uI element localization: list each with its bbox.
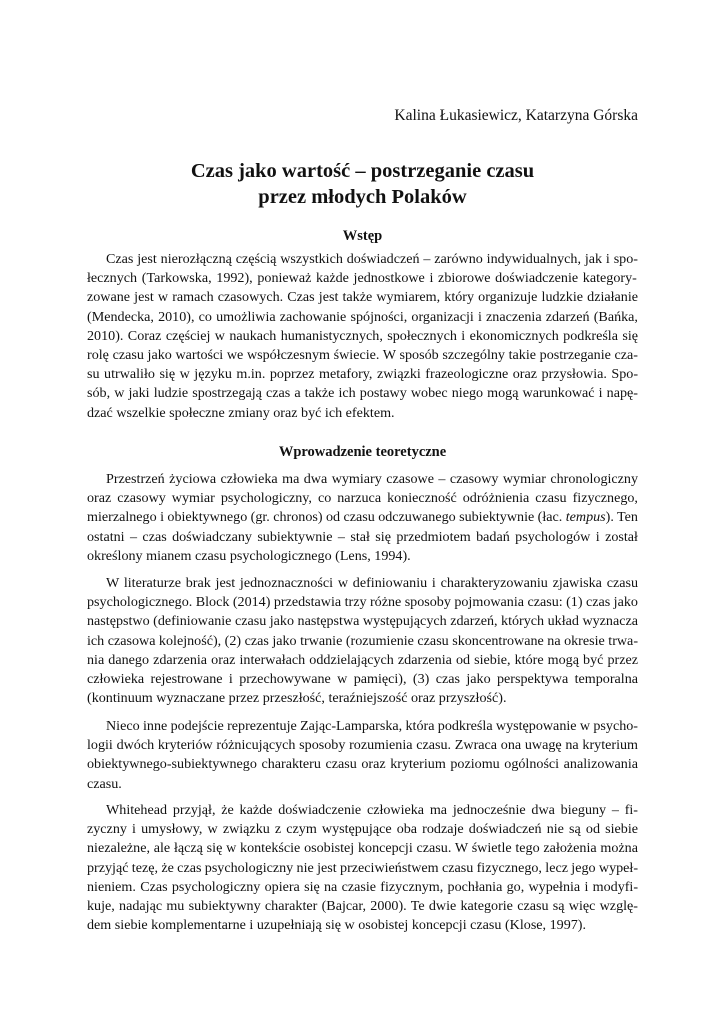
text-line: łecznych (Tarkowska, 1992), ponieważ każde jednostkowe i zbiorowe doświadczenie kategory-: [87, 270, 637, 287]
text-line: Whitehead przyjął, że każde doświadczenie człowieka ma jednocześnie dwa bieguny – fi-: [106, 802, 638, 818]
text-line: rolę czasu jako wartości we współczesnym świecie. W sposób szczególny takie postrzeganie cza-: [87, 347, 638, 364]
text-line: mierzalnego i obiektywnego (gr. chronos) od czasu odczuwanego subiektywnie (łac. tempus). Ten: [87, 509, 638, 526]
text-line: Nieco inne podejście reprezentuje Zając-Lamparska, która podkreśla występowanie w psycho-: [106, 718, 638, 734]
text-line: niezależne, ale łączą się w kontekście osobistej koncepcji czasu. W świetle tego założenia można: [87, 840, 638, 857]
text-line: W literaturze brak jest jednoznaczności w definiowaniu i charakteryzowaniu zjawiska czasu: [106, 575, 638, 591]
text-line: (Mendecka, 2010), co umożliwia zachowanie spójności, organizacji i znaczenia zdarzeń (Bańka,: [87, 308, 638, 325]
text-line: logii dwóch kryteriów różnicujących sposoby rozumienia czasu. Zwraca ona uwagę na kryterium: [87, 737, 638, 754]
text-line: oraz czasowy wymiar psychologiczny, co narzuca konieczność odróżnienia czasu fizycznego,: [87, 490, 638, 507]
paragraph-theory-2: [87, 574, 638, 708]
text-line: kuje, nadając mu subiektywny charakter (Bajcar, 2000). Te dwie kategorie czasu są więc wzglę-: [87, 898, 638, 915]
paragraph-theory-1: [87, 470, 638, 566]
title-line-1: Czas jako wartość – postrzeganie czasu: [190, 160, 535, 182]
text-line: następstwo (definiowanie czasu jako następstwa występujących zdarzeń, których układ wyznacza: [87, 613, 638, 630]
text-line: obiektywnego-subiektywnego charakteru czasu oraz kryterium poziomu ogólności analizowania: [87, 756, 638, 773]
section-heading-intro: Wstęp: [342, 228, 383, 244]
paragraph-theory-3: [87, 717, 638, 794]
text-line: dem siebie komplementarne i uzupełniają się w osobistej koncepcji czasu (Klose, 1997).: [87, 917, 587, 934]
title-line-2: przez młodych Polaków: [258, 186, 467, 208]
text-line: czasu.: [87, 775, 122, 792]
text-line: dzać wszelkie społeczne zmiany oraz być ich efektem.: [87, 404, 395, 421]
text-line: człowieka rejestrowane i przechowywane w pamięci), (3) czas jako perspektywa temporalna: [87, 671, 638, 688]
text-line: sób, w jaki ludzie spostrzegają czas a także ich postawy wobec niego mogą warunkować i napę-: [87, 385, 638, 402]
text-line: Czas jest nierozłączną częścią wszystkich doświadczeń – zarówno indywidualnych, jak i spo-: [106, 251, 638, 267]
paper-title: [87, 158, 638, 210]
text-line: Przestrzeń życiowa człowieka ma dwa wymiary czasowe – czasowy wymiar chronologiczny: [106, 471, 638, 487]
text-line: (kontinuum wyznaczane przez przeszłość, teraźniejszość oraz przyszłość).: [87, 690, 507, 707]
text-line: nia danego zdarzenia oraz interwałach oddzielających zdarzenia od siebie, które mogą być przez: [87, 651, 638, 668]
authors-line: Kalina Łukasiewicz, Katarzyna Górska: [394, 107, 638, 124]
paragraph-theory-4: [87, 801, 638, 935]
text-line: su utrwaliło się w języku m.in. poprzez metafory, związki frazeologiczne oraz przysłowia. Spo-: [87, 366, 638, 383]
section-heading-theory: Wprowadzenie teoretyczne: [278, 444, 447, 460]
text-line: zyczny i umysłowy, w związku z czym występujące oba rodzaje doświadczeń nie są od siebie: [87, 821, 638, 838]
text-line: przyjąć tezę, że czas psychologiczny nie jest przeciwieństwem czasu fizycznego, lecz jego wypeł-: [87, 859, 638, 876]
text-line: psychologicznego. Block (2014) przedstawia trzy różne sposoby pojmowania czasu: (1) czas jako: [87, 594, 638, 611]
paragraph-intro-1: [87, 250, 638, 423]
text-line: nieniem. Czas psychologiczny opiera się na czasie fizycznym, pochłania go, wypełnia i modyfi-: [87, 878, 638, 895]
text-line: 2010). Coraz częściej w naukach humanistycznych, społecznych i ekonomicznych podkreśla się: [87, 327, 638, 344]
text-line: zowane jest w ramach czasowych. Czas jest także wymiarem, który organizuje ludzkie działanie: [87, 289, 638, 306]
text-line: ostatni – czas doświadczany subiektywnie – stał się przedmiotem badań psychologów i został: [87, 528, 638, 545]
text-line: określony mianem czasu psychologicznego (Lens, 1994).: [87, 547, 411, 564]
text-line: ich czasowa kolejność), (2) czas jako trwanie (rozumienie czasu skoncentrowane na okresie trwa-: [87, 632, 638, 649]
